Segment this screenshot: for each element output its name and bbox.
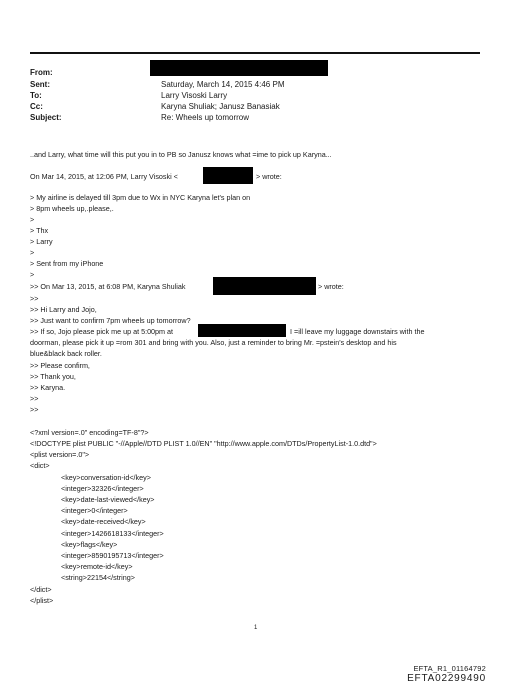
quote-line: > My airline is delayed till 3pm due to Wx in NYC Karyna let's plan on	[30, 193, 251, 202]
quote-line: >	[30, 248, 35, 257]
redaction-block	[203, 167, 253, 184]
quote-line: > Thx	[30, 226, 49, 235]
bates-number-small: EFTA_R1_01164792	[413, 664, 486, 673]
plist-line: </plist>	[30, 596, 54, 605]
quote-line: >> Thank you,	[30, 372, 76, 381]
quote-intro-mar14: On Mar 14, 2015, at 12:06 PM, Larry Visoski <	[30, 172, 178, 181]
quote-line: >>	[30, 294, 39, 303]
plist-line: <key>date-received</key>	[61, 517, 146, 526]
plist-line: <key>remote-id</key>	[61, 562, 133, 571]
body-line: ..and Larry, what time will this put you in to PB so Janusz knows what =ime to pick up Karyna...	[30, 150, 332, 159]
redaction-block	[150, 60, 328, 76]
quote-line: >> Hi Larry and Jojo,	[30, 305, 97, 314]
plist-line: <string>22154</string>	[61, 573, 135, 582]
plist-line: <!DOCTYPE plist PUBLIC "-//Apple//DTD PLIST 1.0//EN" "http://www.apple.com/DTDs/PropertyList-1.0.dtd">	[30, 439, 377, 448]
to-label: To:	[30, 91, 42, 100]
quote-line: > 8pm wheels up,.please,.	[30, 204, 114, 213]
quote-line: >> Karyna.	[30, 383, 66, 392]
plist-line: <integer>1426618133</integer>	[61, 529, 164, 538]
quote-line: >	[30, 215, 35, 224]
plist-line: <integer>8590195713</integer>	[61, 551, 164, 560]
plist-line: <integer>0</integer>	[61, 506, 128, 515]
plist-line: </dict>	[30, 585, 52, 594]
quote-intro-mar14-end: > wrote:	[256, 172, 282, 181]
subject-value: Re: Wheels up tomorrow	[161, 113, 250, 122]
plist-line: <key>date-last-viewed</key>	[61, 495, 155, 504]
plist-line: <dict>	[30, 461, 50, 470]
redaction-block	[213, 277, 316, 295]
cc-value: Karyna Shuliak; Janusz Banasiak	[161, 102, 280, 111]
to-value: Larry Visoski Larry	[161, 91, 228, 100]
subject-label: Subject:	[30, 113, 62, 122]
plist-line: <?xml version=.0" encoding=TF-8"?>	[30, 428, 149, 437]
header-rule	[30, 52, 480, 54]
quote-line: >	[30, 270, 35, 279]
redaction-block	[198, 324, 286, 337]
quote-line: >>	[30, 394, 39, 403]
quote-line-end: I =ill leave my luggage downstairs with the	[290, 327, 425, 336]
plist-line: <integer>32326</integer>	[61, 484, 144, 493]
sent-label: Sent:	[30, 80, 50, 89]
cc-label: Cc:	[30, 102, 43, 111]
quote-line: >>	[30, 405, 39, 414]
quote-line: >> Please confirm,	[30, 361, 90, 370]
plist-line: <plist version=.0">	[30, 450, 90, 459]
plist-line: <key>conversation-id</key>	[61, 473, 151, 482]
quote-line: > Sent from my iPhone	[30, 259, 104, 268]
quote-line: >> Just want to confirm 7pm wheels up tomorrow?	[30, 316, 191, 325]
page-number: 1	[254, 625, 258, 631]
quote-intro-mar13: >> On Mar 13, 2015, at 6:08 PM, Karyna Shuliak	[30, 282, 186, 291]
from-label: From:	[30, 68, 53, 77]
quote-line: doorman, please pick it up =rom 301 and bring with you. Also, just a reminder to bring Mr. =pstein's desktop and his	[30, 338, 397, 347]
plist-line: <key>flags</key>	[61, 540, 118, 549]
sent-value: Saturday, March 14, 2015 4:46 PM	[161, 80, 285, 89]
quote-intro-mar13-end: > wrote:	[318, 282, 344, 291]
quote-line: blue&black back roller.	[30, 349, 102, 358]
quote-line: >> If so, Jojo please pick me up at 5:00pm at	[30, 327, 174, 336]
quote-line: > Larry	[30, 237, 53, 246]
bates-number-large: EFTA02299490	[407, 673, 486, 684]
